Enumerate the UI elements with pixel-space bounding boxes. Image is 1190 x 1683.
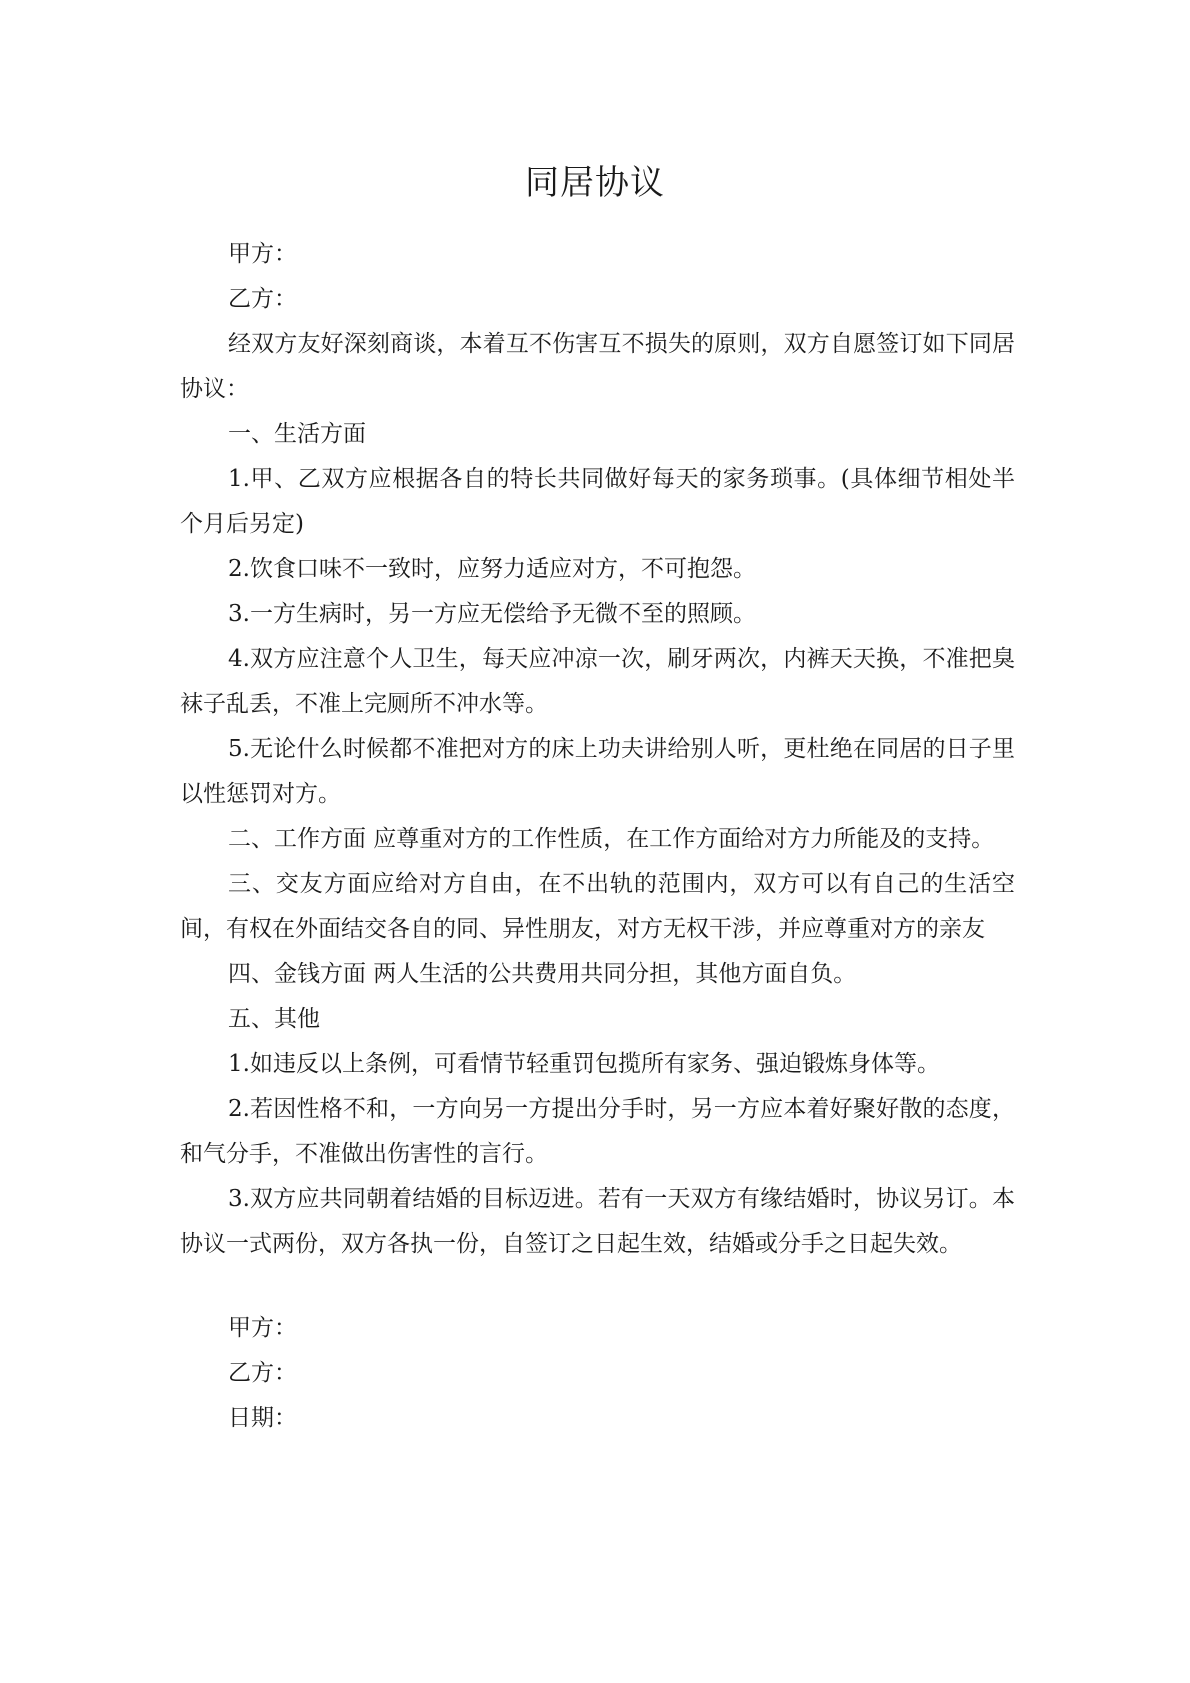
section-friends: 三、交友方面应给对方自由，在不出轨的范围内，双方可以有自己的生活空间，有权在外面结交各自的同、异性朋友，对方无权干涉，并应尊重对方的亲友	[180, 871, 1015, 942]
intro-paragraph: 经双方友好深刻商谈，本着互不伤害互不损失的原则，双方自愿签订如下同居协议：	[180, 331, 1015, 402]
clause-paragraph: 2.饮食口味不一致时，应努力适应对方，不可抱怨。	[228, 556, 756, 582]
document-body	[180, 232, 1015, 1267]
section-money: 四、金钱方面 两人生活的公共费用共同分担，其他方面自负。	[228, 961, 857, 987]
clause-paragraph: 3.双方应共同朝着结婚的目标迈进。若有一天双方有缘结婚时，协议另订。本协议一式两份，双方各执一份，自签订之日起生效，结婚或分手之日起失效。	[180, 1186, 1015, 1257]
clause-paragraph: 5.无论什么时候都不准把对方的床上功夫讲给别人听，更杜绝在同居的日子里以性惩罚对方。	[180, 736, 1015, 807]
clause-paragraph: 2.若因性格不和，一方向另一方提出分手时，另一方应本着好聚好散的态度，和气分手，不准做出伤害性的言行。	[180, 1096, 1015, 1167]
signature-party-a: 甲方：	[228, 1315, 297, 1341]
document-title: 同居协议	[525, 163, 665, 203]
clause-paragraph: 1.甲、乙双方应根据各自的特长共同做好每天的家务琐事。(具体细节相处半个月后另定)	[180, 466, 1015, 537]
signature-block	[228, 1306, 297, 1441]
signature-party-b: 乙方：	[228, 1360, 297, 1386]
party-a-line: 甲方：	[228, 241, 297, 267]
clause-paragraph: 4.双方应注意个人卫生，每天应冲凉一次，刷牙两次，内裤天天换，不准把臭袜子乱丢，不准上完厕所不冲水等。	[180, 646, 1015, 717]
section-heading-other: 五、其他	[228, 1006, 320, 1032]
clause-paragraph: 1.如违反以上条例，可看情节轻重罚包揽所有家务、强迫锻炼身体等。	[228, 1051, 940, 1077]
party-b-line: 乙方：	[228, 286, 297, 312]
section-heading-life: 一、生活方面	[228, 421, 366, 447]
clause-paragraph: 3.一方生病时，另一方应无偿给予无微不至的照顾。	[228, 601, 756, 627]
signature-date: 日期：	[228, 1405, 297, 1431]
section-work: 二、工作方面 应尊重对方的工作性质，在工作方面给对方力所能及的支持。	[228, 826, 995, 852]
